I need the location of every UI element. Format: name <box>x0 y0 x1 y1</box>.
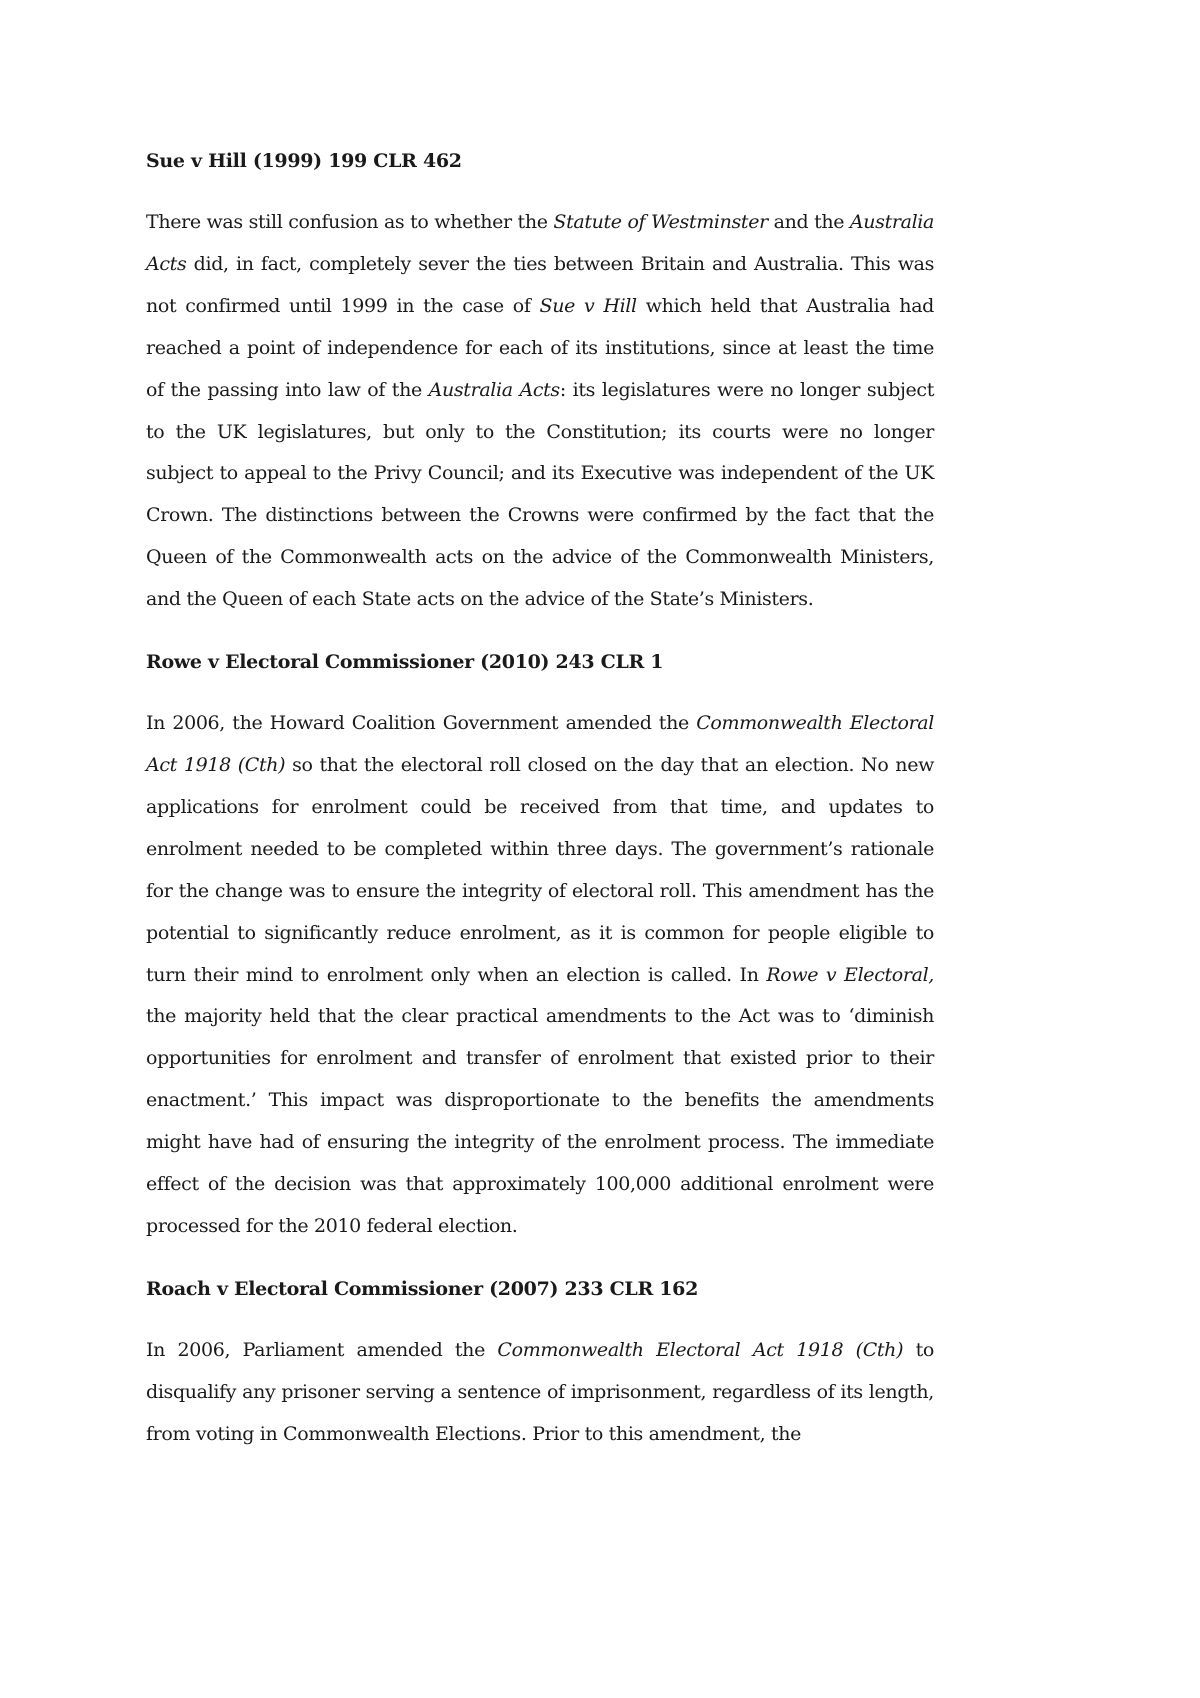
section-heading: Sue v Hill (1999) 199 CLR 462 <box>146 150 462 172</box>
section-heading: Roach v Electoral Commissioner (2007) 233 CLR 162 <box>146 1277 699 1300</box>
italic-text: Australia Acts <box>428 378 560 401</box>
text-run: In 2006, Parliament amended the <box>146 1338 498 1361</box>
text-run: did, in fact, completely sever the ties between Britain and Australia. This was not confirmed until 1999 in the case of <box>146 252 934 317</box>
text-run: so that the electoral roll closed on the day that an election. No new applications for enrolment could be received from that time, and updates to enrolment needed to be completed within three days. The government’s rationale for the change was to ensure the integrity of electoral roll. This amendment has the potential to significantly reduce enrolment, as it is common for people eligible to turn their mind to enrolment only when an election is called. In <box>146 753 935 986</box>
document-content <box>146 140 934 1476</box>
text-run: and the <box>767 211 850 233</box>
section-heading: Rowe v Electoral Commissioner (2010) 243 CLR 1 <box>146 651 664 674</box>
italic-text: Australia Acts <box>146 211 935 275</box>
italic-text: Rowe v Electoral, <box>766 963 934 986</box>
text-run: There was still confusion as to whether the <box>146 211 554 233</box>
section-rowe-v-electoral-commissioner <box>146 641 934 1248</box>
italic-text: Commonwealth Electoral Act 1918 (Cth) <box>497 1338 904 1361</box>
text-run: the majority held that the clear practical amendments to the Act was to ‘diminish opportunities for enrolment and transfer of enrolment that existed prior to their enactment.’ This impact was disproportionate to the benefits the amendments might have had of ensuring the integrity of the enrolment process. The immediate effect of the decision was that approximately 100,000 additional enrolment were processed for the 2010 federal election. <box>146 1005 934 1237</box>
italic-text: Sue v Hill <box>539 294 637 317</box>
italic-text: Commonwealth Electoral Act 1918 (Cth) <box>146 712 935 776</box>
section-paragraph <box>146 703 934 1248</box>
italic-text: Statute of Westminster <box>553 211 768 233</box>
section-roach-v-electoral-commissioner <box>146 1268 934 1456</box>
text-run: to disqualify any prisoner serving a sentence of imprisonment, regardless of its length, from voting in Commonwealth Elections. Prior to this amendment, the <box>146 1338 934 1445</box>
text-run: : its legislatures were no longer subject to the UK legislatures, but only to the Constitution; its courts were no longer subject to appeal to the Privy Council; and its Executive was independent of the UK Crown. The distinctions between the Crowns were confirmed by the fact that the Queen of the Commonwealth acts on the advice of the Commonwealth Ministers, and the Queen of each State acts on the advice of the State’s Ministers. <box>146 378 935 611</box>
text-run: In 2006, the Howard Coalition Government amended the <box>146 712 697 735</box>
section-sue-v-hill <box>146 140 934 621</box>
text-run: which held that Australia had reached a point of independence for each of its institutions, since at least the time of the passing into law of the <box>146 294 934 401</box>
section-paragraph <box>146 1330 934 1456</box>
section-paragraph <box>146 202 934 621</box>
